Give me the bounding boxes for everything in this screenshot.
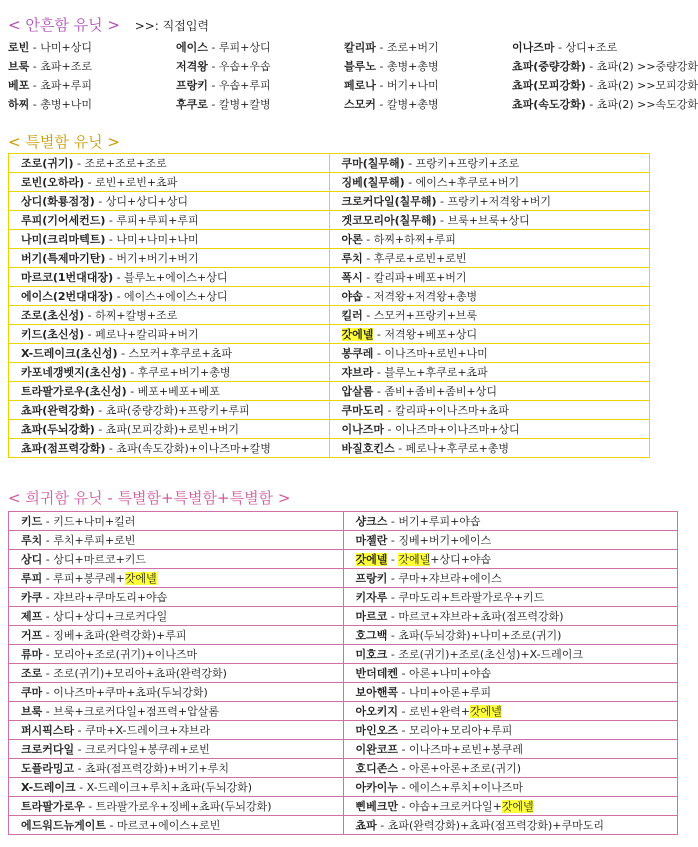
unit-recipe-cell: 갓에넬 - 저격왕+베포+상디 bbox=[329, 325, 650, 344]
unit-recipe-cell: 쵸파(두뇌강화) - 쵸파(모피강화)+로빈+버기 bbox=[9, 420, 330, 439]
unit-recipe-cell: 버기(특제마기탄) - 버기+버기+버기 bbox=[9, 249, 330, 268]
unit-recipe-cell: 카포네갱벳지(초신성) - 후쿠로+버기+총병 bbox=[9, 363, 330, 382]
table-row bbox=[9, 192, 650, 211]
unit-cell: 쵸파(중량강화) - 쵸파(2) >>중량강화 bbox=[512, 60, 698, 73]
table-row bbox=[9, 268, 650, 287]
unit-cell: 쵸파(속도강화) - 쵸파(2) >>속도강화 bbox=[512, 98, 698, 111]
table-row bbox=[9, 702, 678, 721]
table-row bbox=[9, 569, 678, 588]
table-row bbox=[9, 211, 650, 230]
unit-recipe-cell: 키드(초신성) - 페로나+칼리파+버기 bbox=[9, 325, 330, 344]
common-units-grid bbox=[8, 38, 698, 114]
unit-cell: 스모커 - 칼병+총병 bbox=[344, 98, 439, 111]
table-row bbox=[9, 173, 650, 192]
special-section-title bbox=[8, 132, 120, 152]
table-row bbox=[9, 512, 678, 531]
unit-recipe-cell: 반더데켄 - 아론+나미+야솝 bbox=[343, 664, 678, 683]
unit-cell: 페로나 - 버기+나미 bbox=[344, 79, 439, 92]
table-row bbox=[9, 363, 650, 382]
unit-cell: 하찌 - 총병+나미 bbox=[8, 98, 92, 111]
unit-recipe-cell: 봉쿠레 - 이나즈마+로빈+나미 bbox=[329, 344, 650, 363]
table-row bbox=[9, 607, 678, 626]
direct-input-note: >>: 직접입력 bbox=[134, 19, 210, 33]
unit-recipe-cell: 쵸파 - 쵸파(완력강화)+쵸파(점프력강화)+쿠마도리 bbox=[343, 816, 678, 835]
unit-recipe-cell: 루피 - 루피+봉쿠레+갓에넬 bbox=[9, 569, 344, 588]
unit-recipe-cell: 삔베크만 - 야솝+크로커다일+갓에넬 bbox=[343, 797, 678, 816]
unit-recipe-cell: 프랑키 - 쿠마+쟈브라+에이스 bbox=[343, 569, 678, 588]
unit-recipe-cell: 압살롬 - 좀비+좀비+좀비+상디 bbox=[329, 382, 650, 401]
unit-recipe-cell: 상디(화룡점정) - 상디+상디+상디 bbox=[9, 192, 330, 211]
unit-recipe-cell: 상디 - 상디+마르코+키드 bbox=[9, 550, 344, 569]
unit-recipe-cell: 이나즈마 - 이나즈마+이나즈마+상디 bbox=[329, 420, 650, 439]
common-row bbox=[8, 57, 698, 76]
unit-recipe-cell: 제프 - 상디+상디+크로커다일 bbox=[9, 607, 344, 626]
unit-recipe-cell: 트라팔가로우 - 트라팔가로우+징베+쵸파(두뇌강화) bbox=[9, 797, 344, 816]
unit-recipe-cell: 키드 - 키드+나미+킬러 bbox=[9, 512, 344, 531]
unit-cell: 저격왕 - 우솝+우솝 bbox=[176, 60, 271, 73]
unit-recipe-cell: 갓에넬 - 갓에넬+상디+야솝 bbox=[343, 550, 678, 569]
table-row bbox=[9, 420, 650, 439]
unit-recipe-cell: 보아핸콕 - 나미+아론+루피 bbox=[343, 683, 678, 702]
unit-recipe-cell: 거프 - 징베+쵸파(완력강화)+루피 bbox=[9, 626, 344, 645]
table-row bbox=[9, 645, 678, 664]
unit-recipe-cell: 조로(초신성) - 하찌+칼병+조로 bbox=[9, 306, 330, 325]
unit-recipe-cell: 루치 - 후쿠로+로빈+로빈 bbox=[329, 249, 650, 268]
unit-recipe-cell: 바질호킨스 - 페로나+후쿠로+총병 bbox=[329, 439, 650, 458]
table-row bbox=[9, 588, 678, 607]
unit-cell: 브룩 - 쵸파+조로 bbox=[8, 60, 92, 73]
table-row bbox=[9, 249, 650, 268]
common-row bbox=[8, 76, 698, 95]
table-row bbox=[9, 626, 678, 645]
unit-recipe-cell: 크로커다일(칠무해) - 프랑키+저격왕+버기 bbox=[329, 192, 650, 211]
common-row bbox=[8, 38, 680, 57]
unit-recipe-cell: 쟈브라 - 블루노+후쿠로+쵸파 bbox=[329, 363, 650, 382]
unit-recipe-cell: 마인오즈 - 모리아+모리아+루피 bbox=[343, 721, 678, 740]
rare-units-table bbox=[8, 511, 678, 835]
table-row bbox=[9, 382, 650, 401]
unit-recipe-cell: 야솝 - 저격왕+저격왕+총병 bbox=[329, 287, 650, 306]
unit-recipe-cell: 징베(칠무해) - 에이스+후쿠로+버기 bbox=[329, 173, 650, 192]
unit-recipe-cell: 쿠마(칠무해) - 프랑키+프랑키+조로 bbox=[329, 154, 650, 173]
unit-recipe-cell: 카쿠 - 쟈브라+쿠마도리+야솝 bbox=[9, 588, 344, 607]
unit-recipe-cell: 마르코(1번대대장) - 블루노+에이스+상디 bbox=[9, 268, 330, 287]
table-row bbox=[9, 740, 678, 759]
unit-recipe-cell: 루피(기어세컨드) - 루피+루피+루피 bbox=[9, 211, 330, 230]
unit-recipe-cell: 브룩 - 브룩+크로커다일+점프력+압살롬 bbox=[9, 702, 344, 721]
table-row bbox=[9, 154, 650, 173]
unit-recipe-cell: 아론 - 하찌+하찌+루피 bbox=[329, 230, 650, 249]
table-row bbox=[9, 531, 678, 550]
unit-cell: 후쿠로 - 칼병+칼병 bbox=[176, 98, 271, 111]
unit-recipe-cell: 퍼시픽스타 - 쿠마+X-드레이크+쟈브라 bbox=[9, 721, 344, 740]
unit-recipe-cell: 호그백 - 쵸파(두뇌강화)+나미+조로(귀기) bbox=[343, 626, 678, 645]
table-row bbox=[9, 550, 678, 569]
common-title-text: < 안흔함 유닛 > bbox=[8, 16, 120, 34]
table-row bbox=[9, 797, 678, 816]
special-title-text: < 특별함 유닛 > bbox=[8, 133, 120, 151]
unit-cell: 에이스 - 루피+상디 bbox=[176, 41, 271, 54]
unit-recipe-cell: 쿠마도리 - 칼리파+이나즈마+쵸파 bbox=[329, 401, 650, 420]
table-row bbox=[9, 759, 678, 778]
unit-recipe-cell: 미호크 - 조로(귀기)+조로(초신성)+X-드레이크 bbox=[343, 645, 678, 664]
table-row bbox=[9, 664, 678, 683]
table-row bbox=[9, 401, 650, 420]
unit-recipe-cell: 로빈(오하라) - 로빈+로빈+쵸파 bbox=[9, 173, 330, 192]
unit-cell: 베포 - 쵸파+루피 bbox=[8, 79, 92, 92]
unit-recipe-cell: 에이스(2번대대장) - 에이스+에이스+상디 bbox=[9, 287, 330, 306]
unit-recipe-cell: 샹크스 - 버기+루피+야솝 bbox=[343, 512, 678, 531]
unit-cell: 쵸파(모피강화) - 쵸파(2) >>모피강화 bbox=[512, 79, 698, 92]
unit-recipe-cell: 호디존스 - 아론+아론+조로(귀기) bbox=[343, 759, 678, 778]
common-row bbox=[8, 95, 698, 114]
unit-recipe-cell: 도플라밍고 - 쵸파(점프력강화)+버기+루치 bbox=[9, 759, 344, 778]
unit-recipe-cell: 크로커다일 - 크로커다일+봉쿠레+로빈 bbox=[9, 740, 344, 759]
unit-recipe-cell: 아카이누 - 에이스+루치+이나즈마 bbox=[343, 778, 678, 797]
unit-recipe-cell: 겟코모리아(칠무해) - 브룩+브룩+상디 bbox=[329, 211, 650, 230]
table-row bbox=[9, 230, 650, 249]
unit-recipe-cell: 킬러 - 스모커+프랑키+브룩 bbox=[329, 306, 650, 325]
unit-recipe-cell: 에드워드뉴게이트 - 마르코+에이스+로빈 bbox=[9, 816, 344, 835]
unit-cell: 프랑키 - 우솝+루피 bbox=[176, 79, 271, 92]
unit-cell: 이나즈마 - 상디+조로 bbox=[512, 41, 618, 54]
unit-recipe-cell: 쵸파(완력강화) - 쵸파(중량강화)+프랑키+루피 bbox=[9, 401, 330, 420]
table-row bbox=[9, 721, 678, 740]
unit-recipe-cell: 루치 - 루치+루피+로빈 bbox=[9, 531, 344, 550]
table-row bbox=[9, 778, 678, 797]
unit-recipe-cell: 폭시 - 칼리파+베포+버기 bbox=[329, 268, 650, 287]
unit-recipe-cell: X-드레이크(초신성) - 스모커+후쿠로+쵸파 bbox=[9, 344, 330, 363]
rare-title-text: < 희귀함 유닛 - 특별함+특별함+특별함 > bbox=[8, 489, 291, 507]
table-row bbox=[9, 816, 678, 835]
unit-cell: 칼리파 - 조로+버기 bbox=[344, 41, 439, 54]
rare-section-title bbox=[8, 488, 290, 508]
unit-recipe-cell: 조로 - 조로(귀기)+모리아+쵸파(완력강화) bbox=[9, 664, 344, 683]
special-units-table bbox=[8, 153, 650, 458]
common-section-title bbox=[8, 15, 209, 35]
table-row bbox=[9, 325, 650, 344]
table-row bbox=[9, 683, 678, 702]
unit-recipe-cell: 이완코프 - 이나즈마+로빈+봉쿠레 bbox=[343, 740, 678, 759]
table-row bbox=[9, 287, 650, 306]
table-row bbox=[9, 306, 650, 325]
unit-recipe-cell: 류마 - 모리아+조로(귀기)+이나즈마 bbox=[9, 645, 344, 664]
unit-recipe-cell: 쵸파(점프력강화) - 쵸파(속도강화)+이나즈마+칼병 bbox=[9, 439, 330, 458]
unit-recipe-cell: X-드레이크 - X-드레이크+루치+쵸파(두뇌강화) bbox=[9, 778, 344, 797]
unit-recipe-cell: 아오키지 - 로빈+완력+갓에넬 bbox=[343, 702, 678, 721]
unit-recipe-cell: 마르코 - 마르코+쟈브라+쵸파(점프력강화) bbox=[343, 607, 678, 626]
unit-cell: 로빈 - 나미+상디 bbox=[8, 41, 92, 54]
unit-recipe-cell: 마젤란 - 징베+버기+에이스 bbox=[343, 531, 678, 550]
unit-recipe-cell: 쿠마 - 이나즈마+쿠마+쵸파(두뇌강화) bbox=[9, 683, 344, 702]
unit-recipe-cell: 나미(크리마텍트) - 나미+나미+나미 bbox=[9, 230, 330, 249]
table-row bbox=[9, 439, 650, 458]
table-row bbox=[9, 344, 650, 363]
unit-cell: 블루노 - 총병+총병 bbox=[344, 60, 439, 73]
unit-recipe-cell: 조로(귀기) - 조로+조로+조로 bbox=[9, 154, 330, 173]
unit-recipe-cell: 키자루 - 쿠마도리+트라팔가로우+키드 bbox=[343, 588, 678, 607]
unit-recipe-cell: 트라팔가로우(초신성) - 베포+베포+베포 bbox=[9, 382, 330, 401]
